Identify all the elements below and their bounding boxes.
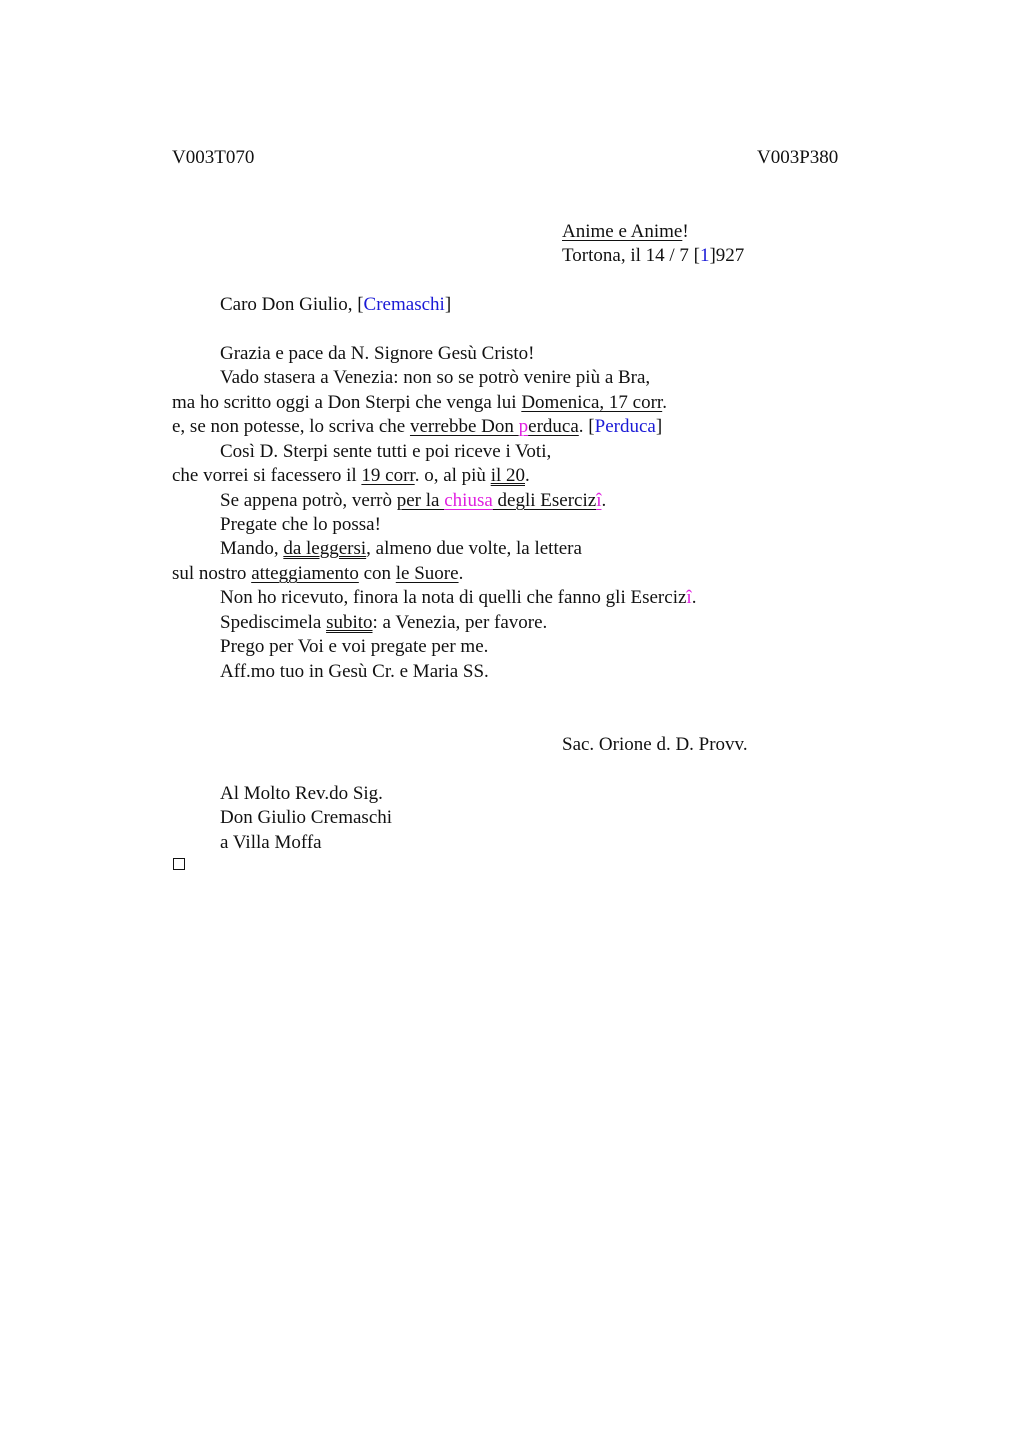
address-line: Don Giulio Cremaschi — [220, 807, 393, 828]
end-marker-box — [173, 858, 185, 870]
motto: Anime e Anime! — [562, 221, 689, 242]
editorial-insertion: 1 — [699, 245, 710, 266]
body-line: Pregate che lo possa! — [220, 514, 381, 535]
body-line: e, se non potesse, lo scriva che verrebbe Don perduca. [Perduca] — [172, 416, 663, 437]
editorial-insertion: Perduca — [594, 416, 656, 437]
body-line: Mando, da leggersi, almeno due volte, la lettera — [220, 538, 582, 559]
body-line: ma ho scritto oggi a Don Sterpi che venga lui Domenica, 17 corr. — [172, 392, 667, 413]
document-code-left: V003T070 — [172, 147, 255, 168]
document-code-right: V003P380 — [757, 147, 839, 168]
motto-text: Anime e Anime — [562, 221, 683, 242]
signature: Sac. Orione d. D. Provv. — [562, 734, 748, 755]
body-line: Vado stasera a Venezia: non so se potrò venire più a Bra, — [220, 367, 651, 388]
body-line: Così D. Sterpi sente tutti e poi riceve i Voti, — [220, 441, 552, 462]
closing-line: Aff.mo tuo in Gesù Cr. e Maria SS. — [220, 661, 489, 682]
body-line: Grazia e pace da N. Signore Gesù Cristo! — [220, 343, 535, 364]
body-line: Prego per Voi e voi pregate per me. — [220, 636, 489, 657]
salutation: Caro Don Giulio, [Cremaschi] — [220, 294, 452, 315]
body-line: Se appena potrò, verrò per la chiusa degli Esercizî. — [220, 490, 607, 511]
body-line: Non ho ricevuto, finora la nota di quelli che fanno gli Esercizî. — [220, 587, 697, 608]
editorial-insertion: Cremaschi — [363, 294, 445, 315]
body-line: Spediscimela subito: a Venezia, per favore. — [220, 612, 548, 633]
body-line: sul nostro atteggiamento con le Suore. — [172, 563, 464, 584]
address-line: Al Molto Rev.do Sig. — [220, 783, 383, 804]
letter-date: Tortona, il 14 / 7 [1]927 — [562, 245, 745, 266]
body-line: che vorrei si facessero il 19 corr. o, al più il 20. — [172, 465, 530, 486]
address-line: a Villa Moffa — [220, 832, 322, 853]
